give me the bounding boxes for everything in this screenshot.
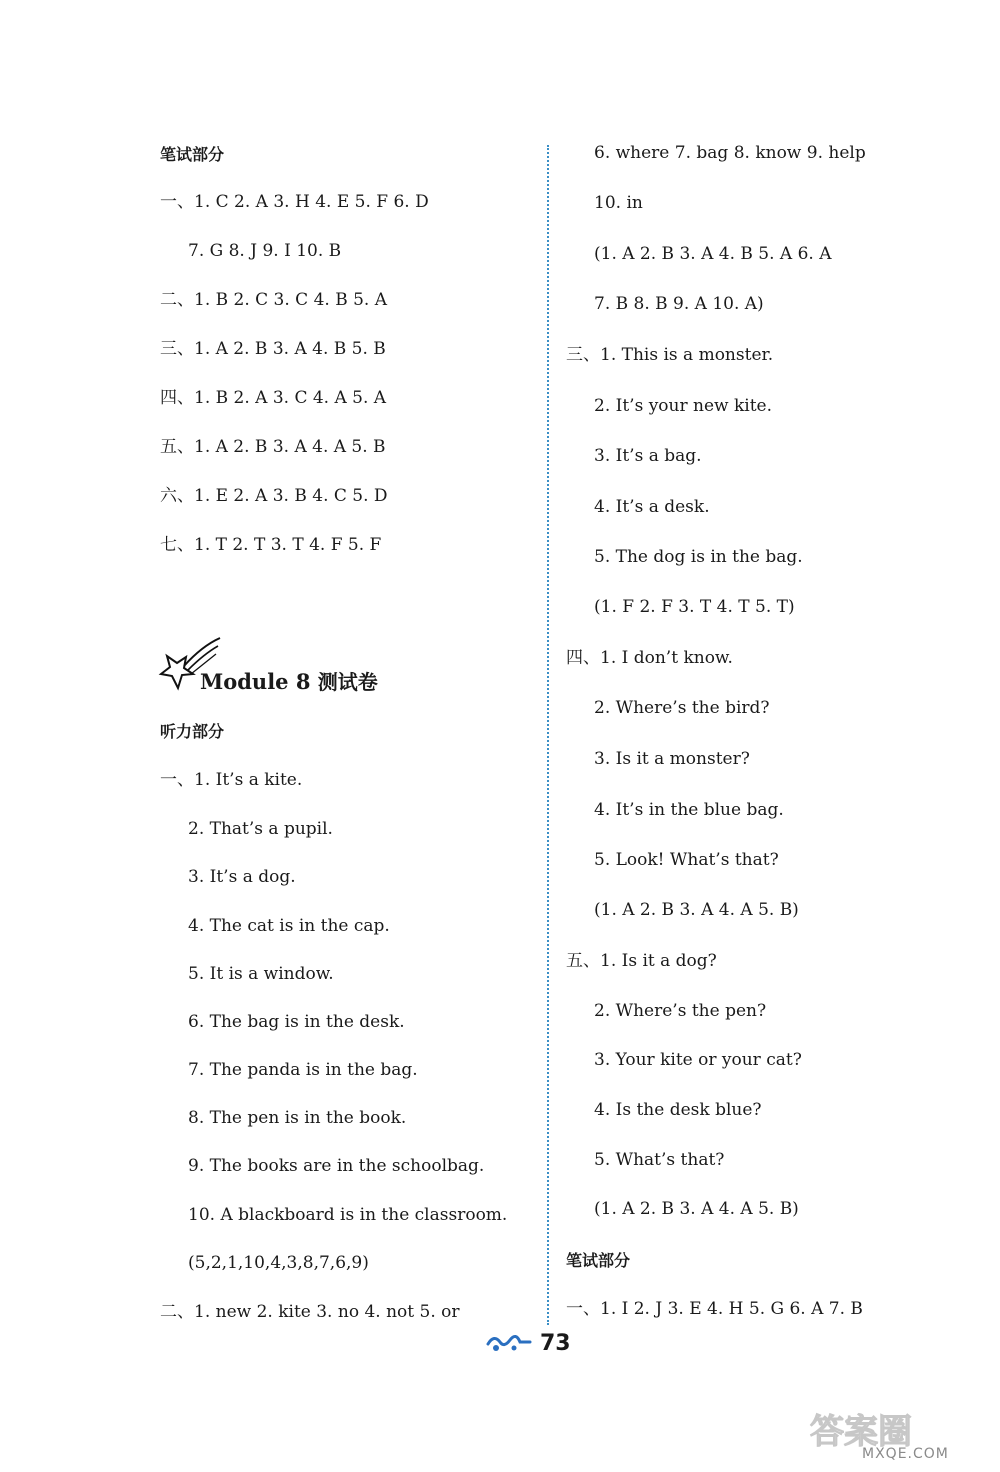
answer-line: 四、1. I don’t know. <box>566 648 733 668</box>
answer-line: 6. The bag is in the desk. <box>188 1012 405 1032</box>
answer-line: 二、1. new 2. kite 3. no 4. not 5. or <box>160 1302 460 1322</box>
section-header-written-right: 笔试部分 <box>566 1251 631 1270</box>
answer-line: 7. B 8. B 9. A 10. A) <box>594 294 764 314</box>
watermark-site: MXQE.COM <box>862 1446 949 1462</box>
answer-line: (1. A 2. B 3. A 4. A 5. B) <box>594 1199 799 1219</box>
answer-line: 六、1. E 2. A 3. B 4. C 5. D <box>160 486 388 506</box>
module-title <box>200 666 378 695</box>
module-title-en: Module 8 <box>200 669 318 694</box>
answer-line: 二、1. B 2. C 3. C 4. B 5. A <box>160 290 388 310</box>
answer-line: 3. It’s a bag. <box>594 446 702 466</box>
answer-line: 一、1. It’s a kite. <box>160 770 303 790</box>
column-divider <box>547 145 549 1325</box>
answer-line: 4. Is the desk blue? <box>594 1100 762 1120</box>
answer-line: 3. Is it a monster? <box>594 749 750 769</box>
answer-line: 三、1. This is a monster. <box>566 345 774 365</box>
answer-line: 10. A blackboard is in the classroom. <box>188 1205 508 1225</box>
answer-line: 4. It’s a desk. <box>594 497 710 517</box>
answer-line: 七、1. T 2. T 3. T 4. F 5. F <box>160 535 382 555</box>
answer-line: 8. The pen is in the book. <box>188 1108 407 1128</box>
answer-line: 3. It’s a dog. <box>188 867 296 887</box>
answer-line: 四、1. B 2. A 3. C 4. A 5. A <box>160 388 387 408</box>
answer-line: 6. where 7. bag 8. know 9. help <box>594 143 866 163</box>
answer-line: (1. F 2. F 3. T 4. T 5. T) <box>594 597 795 617</box>
answer-line: 3. Your kite or your cat? <box>594 1050 802 1070</box>
answer-line: 2. Where’s the bird? <box>594 698 770 718</box>
answer-line: (1. A 2. B 3. A 4. A 5. B) <box>594 900 799 920</box>
answer-line: 一、1. I 2. J 3. E 4. H 5. G 6. A 7. B <box>566 1299 863 1319</box>
section-header-written: 笔试部分 <box>160 145 225 164</box>
answer-line: 4. It’s in the blue bag. <box>594 800 784 820</box>
answer-line: 10. in <box>594 193 643 213</box>
section-header-listening: 听力部分 <box>160 722 225 741</box>
answer-line: 7. G 8. J 9. I 10. B <box>188 241 342 261</box>
answer-line: 2. Where’s the pen? <box>594 1001 767 1021</box>
watermark-logo-text: 答案圈 <box>810 1412 912 1452</box>
answer-line: 4. The cat is in the cap. <box>188 916 390 936</box>
answer-line: 五、1. A 2. B 3. A 4. A 5. B <box>160 437 386 457</box>
answer-line: 五、1. Is it a dog? <box>566 951 717 971</box>
page-ornament-icon <box>486 1330 534 1356</box>
answer-line: 一、1. C 2. A 3. H 4. E 5. F 6. D <box>160 192 429 212</box>
answer-line: 5. It is a window. <box>188 964 334 984</box>
answer-line: (5,2,1,10,4,3,8,7,6,9) <box>188 1253 369 1273</box>
answer-line: 三、1. A 2. B 3. A 4. B 5. B <box>160 339 386 359</box>
answer-line: (1. A 2. B 3. A 4. B 5. A 6. A <box>594 244 832 264</box>
answer-line: 9. The books are in the schoolbag. <box>188 1156 485 1176</box>
answer-line: 5. What’s that? <box>594 1150 725 1170</box>
answer-line: 5. Look! What’s that? <box>594 850 779 870</box>
answer-line: 7. The panda is in the bag. <box>188 1060 418 1080</box>
module-title-cn: 测试卷 <box>317 670 378 694</box>
answer-line: 2. It’s your new kite. <box>594 396 773 416</box>
answer-line: 2. That’s a pupil. <box>188 819 333 839</box>
page-number: 73 <box>540 1331 571 1356</box>
answer-line: 5. The dog is in the bag. <box>594 547 803 567</box>
